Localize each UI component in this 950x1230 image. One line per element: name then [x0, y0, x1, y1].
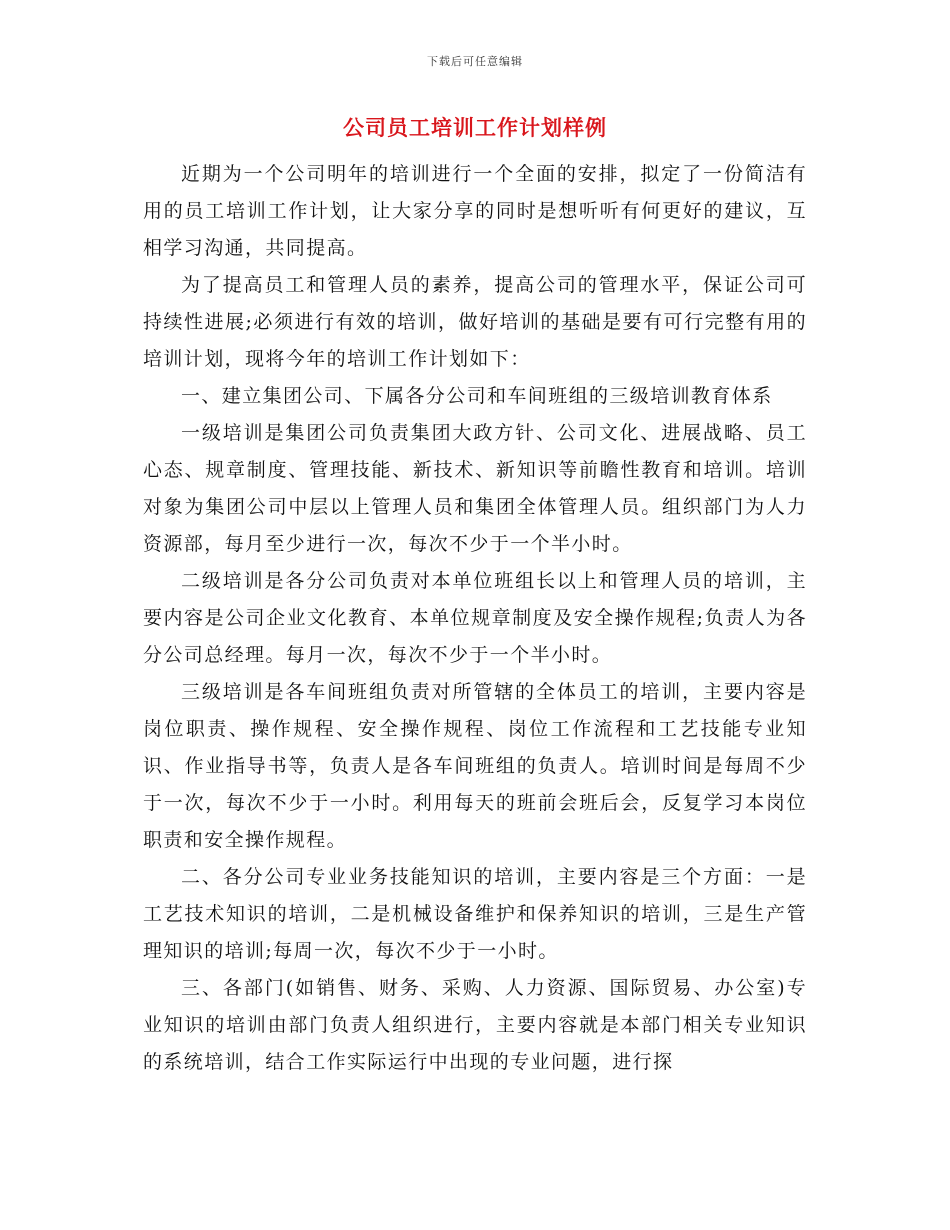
paragraph: 三、各部门(如销售、财务、采购、人力资源、国际贸易、办公室)专业知识的培训由部门负责人组织进行，主要内容就是本部门相关专业知识的系统培训，结合工作实际运行中出现的专业问题，进行探 [143, 977, 807, 1073]
paragraph: 为了提高员工和管理人员的素养，提高公司的管理水平，保证公司可持续性进展;必须进行有效的培训，做好培训的基础是要有可行完整有用的培训计划，现将今年的培训工作计划如下： [143, 274, 807, 370]
paragraph: 近期为一个公司明年的培训进行一个全面的安排，拟定了一份简洁有用的员工培训工作计划，让大家分享的同时是想听听有何更好的建议，互相学习沟通，共同提高。 [143, 163, 807, 259]
paragraph: 一、建立集团公司、下属各分公司和车间班组的三级培训教育体系 [181, 385, 773, 407]
paragraph: 一级培训是集团公司负责集团大政方针、公司文化、进展战略、员工心态、规章制度、管理技能、新技术、新知识等前瞻性教育和培训。培训对象为集团公司中层以上管理人员和集团全体管理人员。组织部门为人力资源部，每月至少进行一次，每次不少于一个半小时。 [143, 422, 807, 555]
paragraph: 三级培训是各车间班组负责对所管辖的全体员工的培训，主要内容是岗位职责、操作规程、安全操作规程、岗位工作流程和工艺技能专业知识、作业指导书等，负责人是各车间班组的负责人。培训时间是每周不少于一次，每次不少于一小时。利用每天的班前会班后会，反复学习本岗位职责和安全操作规程。 [143, 681, 807, 851]
header-note: 下载后可任意编辑 [427, 55, 523, 68]
paragraph: 二级培训是各分公司负责对本单位班组长以上和管理人员的培训，主要内容是公司企业文化教育、本单位规章制度及安全操作规程;负责人为各分公司总经理。每月一次，每次不少于一个半小时。 [143, 570, 807, 666]
document-title: 公司员工培训工作计划样例 [343, 115, 607, 140]
document-body [143, 156, 807, 1081]
paragraph: 二、各分公司专业业务技能知识的培训，主要内容是三个方面：一是工艺技术知识的培训，二是机械设备维护和保养知识的培训，三是生产管理知识的培训;每周一次，每次不少于一小时。 [143, 866, 807, 962]
